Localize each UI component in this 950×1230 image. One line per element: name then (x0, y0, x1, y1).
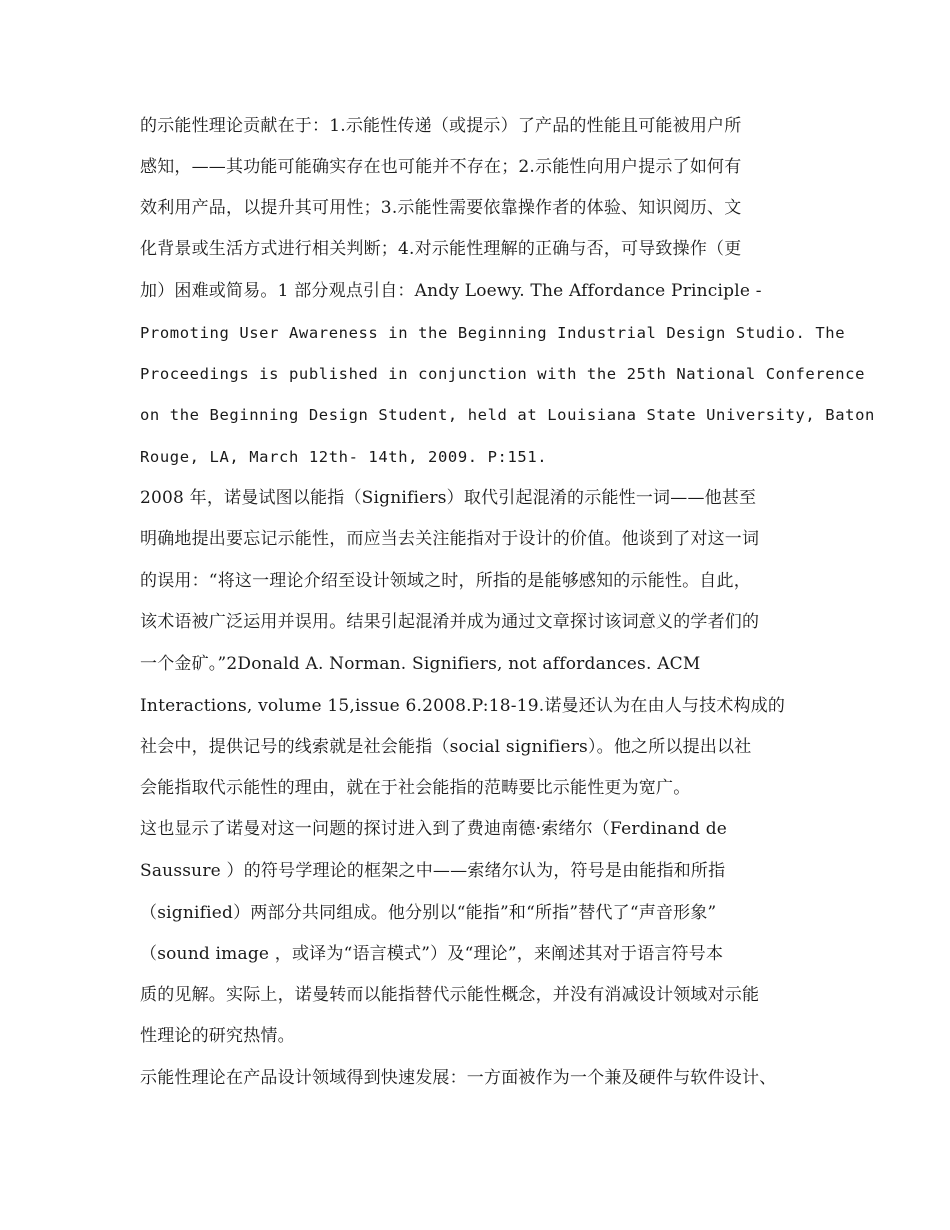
paragraph-3-line-1: 这也显示了诺曼对这一问题的探讨进入到了费迪南德·索绪尔（Ferdinand de (140, 819, 728, 839)
paragraph-2-line-1: 2008 年，诺曼试图以能指（Signifiers）取代引起混淆的示能性一词——他甚至 (140, 488, 757, 508)
paragraph-4-line-1: 示能性理论在产品设计领域得到快速发展：一方面被作为一个兼及硬件与软件设计、 (140, 1068, 777, 1088)
paragraph-3-line-2: Saussure ）的符号学理论的框架之中——索绪尔认为，符号是由能指和所指 (140, 861, 726, 881)
paragraph-2-line-8: 会能指取代示能性的理由，就在于社会能指的范畴要比示能性更为宽广。 (140, 778, 691, 798)
paragraph-1-line-5: 加）困难或简易。1 部分观点引自：Andy Loewy. The Affordance Principle - (140, 281, 762, 301)
paragraph-3-line-5: 质的见解。实际上，诺曼转而以能指替代示能性概念，并没有消减设计领域对示能 (140, 985, 760, 1005)
paragraph-2-line-3: 的误用：“将这一理论介绍至设计领域之时，所指的是能够感知的示能性。自此， (140, 571, 751, 591)
paragraph-1-line-3: 效利用产品，以提升其可用性；3.示能性需要依靠操作者的体验、知识阅历、文 (140, 198, 742, 218)
paragraph-1-line-4: 化背景或生活方式进行相关判断；4.对示能性理解的正确与否，可导致操作（更 (140, 239, 742, 259)
paragraph-2-line-4: 该术语被广泛运用并误用。结果引起混淆并成为通过文章探讨该词意义的学者们的 (140, 612, 760, 632)
paragraph-1-line-2: 感知，——其功能可能确实存在也可能并不存在；2.示能性向用户提示了如何有 (140, 157, 742, 177)
paragraph-3-line-3: （signified）两部分共同组成。他分别以“能指”和“所指”替代了“声音形象” (140, 903, 717, 923)
paragraph-3-line-4: （sound image ，或译为“语言模式”）及“理论”，来阐述其对于语言符号本 (140, 944, 724, 964)
paragraph-2-line-2: 明确地提出要忘记示能性，而应当去关注能指对于设计的价值。他谈到了对这一词 (140, 529, 760, 549)
paragraph-2-line-5: 一个金矿。”2Donald A. Norman. Signifiers, not affordances. ACM (140, 654, 701, 674)
paragraph-2-line-6: Interactions, volume 15,issue 6.2008.P:18-19.诺曼还认为在由人与技术构成的 (140, 696, 786, 716)
paragraph-1-line-7: Proceedings is published in conjunction with the 25th National Conference (140, 365, 866, 383)
paragraph-1-line-8: on the Beginning Design Student, held at Louisiana State University, Baton (140, 406, 875, 424)
paragraph-1-line-6: Promoting User Awareness in the Beginning Industrial Design Studio. The (140, 324, 846, 342)
paragraph-1-line-1: 的示能性理论贡献在于：1.示能性传递（或提示）了产品的性能且可能被用户所 (140, 116, 742, 136)
paragraph-3-line-6: 性理论的研究热情。 (140, 1026, 295, 1046)
paragraph-2-line-7: 社会中，提供记号的线索就是社会能指（social signifiers）。他之所以提出以社 (140, 737, 752, 757)
paragraph-1-line-9: Rouge, LA, March 12th- 14th, 2009. P:151. (140, 448, 548, 466)
